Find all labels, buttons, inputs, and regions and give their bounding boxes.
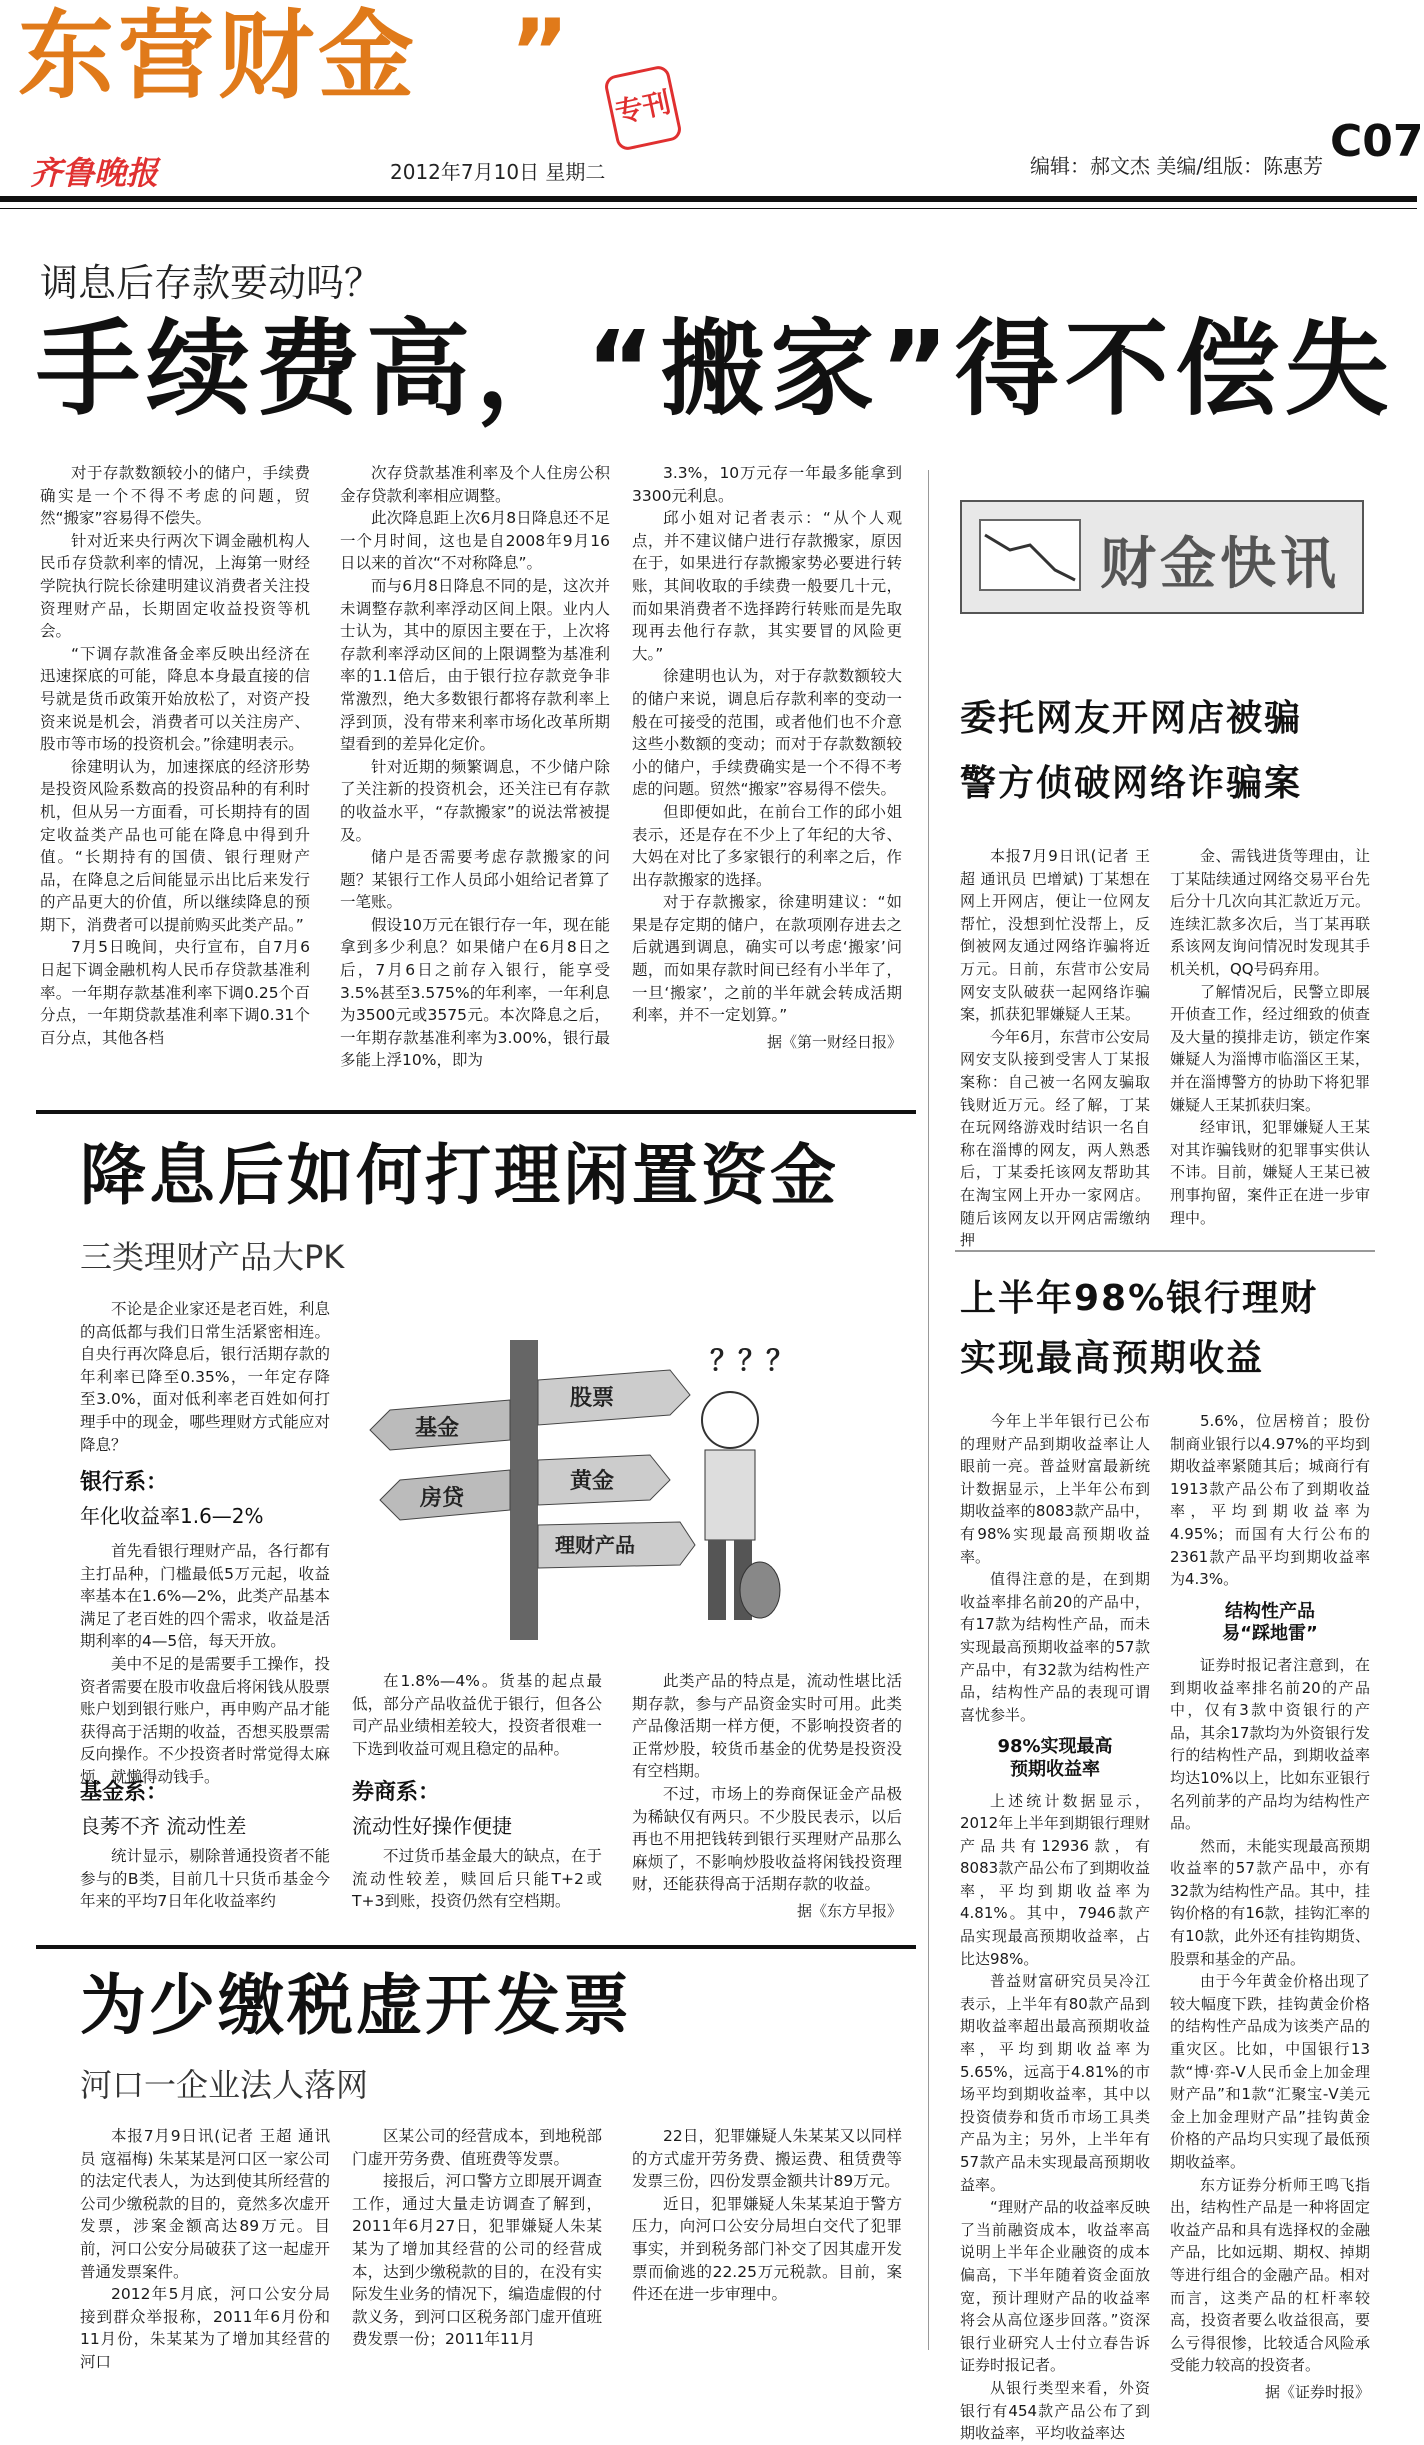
news2-subhead-1: 98%实现最高 (997, 1736, 1113, 1758)
article3-headline: 为少缴税虚开发票 (80, 1967, 632, 2044)
article1-column-3 (632, 462, 902, 1053)
sign-label-wealth: 理财产品 (555, 1533, 635, 1557)
paragraph: “理财产品的收益率反映了当前融资成本，收益率高说明上半年企业融资的成本偏高，下半年随着资金面放宽，预计理财产品的收益率将会从高位逐步回落。”资深银行业研究人士付立春告诉证券时报记者。 (960, 2198, 1150, 2375)
column-divider (928, 470, 929, 2350)
paragraph: 统计显示，剔除普通投资者不能参与的B类，目前几十只货币基金今年来的平均7日年化收益率约 (80, 1847, 330, 1911)
paragraph: 徐建明也认为，对于存款数额较大的储户来说，调息后存款利率的变动一般在可接受的范围，或者他们也不介意这些小数额的变动；而对于存款数额较小的储户，手续费确实是一个不得不考虑的问题。贸然“搬家”容易得不偿失。 (632, 667, 902, 799)
sidebar-divider (955, 1250, 1375, 1252)
person-body (705, 1450, 755, 1540)
masthead-quote-mark: ” (510, 0, 570, 105)
paragraph: 此类产品的特点是，流动性堪比活期存款，参与产品资金实时可用。此类产品像活期一样方便，不影响投资者的正常炒股，较货币基金的优势是投资没有空档期。 (632, 1672, 902, 1781)
news-brief-title: 财金快讯 (1100, 532, 1340, 597)
paragraph: 徐建明认为，加速探底的经济形势是投资风险系数高的投资品种的有利时机，但从另一方面看，可长期持有的固定收益类产品也可能在降息中得到升值。“长期持有的国债、银行理财产品，在降息之后间能显示出比后来发行的产品更大的价值，所以继续降息的预期下，消费者可以提前购买此类产品。” (40, 757, 310, 934)
paragraph: 区某公司的经营成本，到地税部门虚开劳务费、值班费等发票。 (352, 2127, 602, 2168)
fund-section-label: 基金系： (80, 1780, 169, 1805)
article3-column-1 (80, 2125, 330, 2374)
question-marks: ？？？ (710, 1344, 795, 1377)
paragraph: 22日，犯罪嫌疑人朱某某又以同样的方式虚开劳务费、搬运费、租赁费等发票三份，四份发票金额共计89万元。 (632, 2127, 902, 2191)
paragraph: 针对近来央行两次下调金融机构人民币存贷款利率的情况，上海第一财经学院执行院长徐建明建议消费者关注投资理财产品，长期固定收益投资等机会。 (40, 531, 310, 641)
paragraph: 假设10万元在银行存一年，现在能拿到多少利息？如果储户在6月8日之后，7月6日之前存入银行，能享受3.5%甚至3.575%的年利率，一年利息为3500元或3575元。本次降息之后，一年期存款基准利率为3.00%，银行最多能上浮10%，即为 (340, 915, 610, 1070)
article2-headline: 降息后如何打理闲置资金 (80, 1137, 839, 1214)
sign-label-housing: 房贷 (420, 1486, 465, 1511)
money-bag-icon (740, 1562, 780, 1618)
newspaper-logo: 齐鲁晚报 (30, 154, 159, 192)
paragraph: 金、需钱进货等理由，让丁某陆续通过网络交易平台先后分十几次向其汇款近万元。连续汇款多次后，当丁某再联系该网友询问情况时发现其手机关机，QQ号码弃用。 (1170, 847, 1370, 978)
paragraph: 不过，市场上的券商保证金产品极为稀缺仅有两只。不少股民表示，以后再也不用把钱转到银行买理财产品那么麻烦了，不影响炒股收益将闲钱投资理财，还能获得高于活期存款的收益。 (632, 1784, 902, 1894)
bank-section-text (80, 1540, 330, 1789)
paragraph: 东方证券分析师王鸣飞指出，结构性产品是一种将固定收益产品和具有选择权的金融产品，比如远期、期权、掉期等进行组合的金融产品。相对而言，这类产品的杠杆率较高，投资者要么收益很高，要么亏得很惨，比较适合风险承受能力较高的投资者。 (1170, 2175, 1370, 2375)
article3-column-3 (632, 2125, 902, 2306)
paragraph: 此次降息距上次6月8日降息还不足一个月时间，这也是自2008年9月16日以来的首次“不对称降息”。 (340, 509, 610, 573)
page-number: C07 (1330, 116, 1424, 167)
paragraph: 接报后，河口警方立即展开调查工作，通过大量走访调查了解到，2011年6月27日，犯罪嫌疑人朱某某为了增加其经营的公司的经营成本，达到少缴税款的目的，在没有实际发生业务的情况下，编造虚假的付款义务，到河口区税务部门虚开值班费发票一份；2011年11月 (352, 2172, 602, 2349)
paragraph: 美中不足的是需要手工操作，投资者需要在股市收盘后将闲钱从股票账户划到银行账户，再申购产品才能获得高于活期的收益，否想买股票需反向操作。不少投资者时常觉得太麻烦，就懒得动钱手。 (80, 1654, 330, 1786)
paragraph: 2012年5月底，河口公安分局接到群众举报称，2011年6月份和11月份，朱某某为了增加其经营的河口 (80, 2285, 330, 2371)
person-head (702, 1392, 758, 1448)
news2-column-1 (960, 1410, 1150, 2445)
publication-date: 2012年7月10日 星期二 (390, 160, 606, 184)
editor-credits: 编辑：郝文杰 美编/组版：陈惠芳 (1030, 154, 1324, 178)
paragraph: 对于存款数额较小的储户，手续费确实是一个不得不考虑的问题，贸然“搬家”容易得不偿失。 (40, 464, 310, 528)
paragraph: 普益财富研究员吴冷江表示，上半年有80款产品到期收益率超出最高预期收益率，平均到期收益率为5.65%，远高于4.81%的市场平均到期收益率，其中以投资债券和货币市场工具类产品为主；另外，上半年有57款产品未实现最高预期收益率。 (960, 1972, 1150, 2194)
trend-chart-icon (975, 515, 1085, 595)
paragraph: 邱小姐对记者表示：“从个人观点，并不建议储户进行存款搬家，原因在于，如果进行存款搬家势必要进行转账，其间收取的手续费一般要几十元，而如果消费者不选择跨行转账而是先取现再去他行存款，其实要冒的风险更大。” (632, 509, 902, 663)
person-leg (708, 1540, 726, 1620)
article2-mid-column (352, 1670, 602, 1760)
news2-column-2 (1170, 1410, 1370, 2404)
paragraph: 近日，犯罪嫌疑人朱某某迫于警方压力，向河口公安分局坦白交代了犯罪事实，并到税务部门补交了因其虚开发票而偷逃的22.25万元税款。目前，案件还在进一步审理中。 (632, 2194, 902, 2304)
article1-kicker: 调息后存款要动吗？ (40, 261, 383, 305)
bank-section-label: 银行系： (80, 1470, 169, 1495)
section-divider (36, 1945, 916, 1949)
article1-source: 据《第一财经日报》 (766, 1032, 902, 1051)
sign-label-gold: 黄金 (570, 1469, 615, 1494)
paragraph: 然而，未能实现最高预期收益率的57款产品中，亦有32款为结构性产品。其中，挂钩价格的有16款，挂钩汇率的有10款，此外还有挂钩期货、股票和基金的产品。 (1170, 1836, 1370, 1968)
masthead-rule (0, 196, 1417, 202)
paragraph: 首先看银行理财产品，各行都有主打品种，门槛最低5万元起，收益率基本在1.6%—2%，此类产品基本满足了老百姓的四个需求，收益是活期利率的4—5倍，每天开放。 (80, 1542, 330, 1651)
news2-subhead-2: 结构性产品 (1225, 1600, 1315, 1622)
fund-section-note: 良莠不齐 流动性差 (80, 1814, 247, 1838)
news1-column-1 (960, 845, 1150, 1252)
paragraph: “下调存款准备金率反映出经济在迅速探底的可能，降息本身最直接的信号就是货币政策开始放松了，对资产投资来说是机会，消费者可以关注房产、股市等市场的投资机会。”徐建明表示。 (40, 644, 310, 754)
article2-subhead: 三类理财产品大PK (80, 1238, 345, 1276)
paragraph: 上述统计数据显示，2012年上半年到期银行理财产品共有12936款，有8083款产品公布了到期收益率，平均到期收益率为4.81%。其中，7946款产品实现最高预期收益率，占比达98%。 (960, 1791, 1150, 1968)
paragraph: 由于今年黄金价格出现了较大幅度下跌，挂钩黄金价格的结构性产品成为该类产品的重灾区。比如，中国银行13款“博·弈-V人民币金上加金理财产品”和1款“汇聚宝-V美元金上加金理财产品”挂钩黄金价格的产品均只实现了最低预期收益率。 (1170, 1972, 1370, 2171)
paragraph: 从银行类型来看，外资银行有454款产品公布了到期收益率，平均收益率达 (960, 2378, 1150, 2443)
special-issue-stamp: 专刊 (603, 64, 683, 152)
masthead-rule-thin (0, 208, 1417, 209)
paragraph: 证券时报记者注意到，在到期收益率排名前20的产品中，仅有3款中资银行的产品，其余17款均为外资银行发行的结构性产品，到期收益率均达10%以上，比如东亚银行名列前茅的产品均为结构性产品。 (1170, 1655, 1370, 1833)
news2-source: 据《证券时报》 (1264, 2382, 1370, 2401)
news2-headline-line2: 实现最高预期收益 (960, 1338, 1265, 1379)
paragraph: 7月5日晚间，央行宣布，自7月6日起下调金融机构人民币存贷款基准利率。一年期存款基准利率下调0.25个百分点，一年期贷款基准利率下调0.31个百分点，其他各档 (40, 938, 310, 1047)
article3-subhead: 河口一企业法人落网 (80, 2066, 369, 2104)
paragraph: 了解情况后，民警立即展开侦查工作，经过细致的侦查及大量的摸排走访，锁定作案嫌疑人为淄博市临淄区王某，并在淄博警方的协助下将犯罪嫌疑人王某抓获归案。 (1170, 982, 1370, 1114)
paragraph: 次存贷款基准利率及个人住房公积金存贷款利率相应调整。 (340, 464, 610, 505)
paragraph: 5.6%，位居榜首；股份制商业银行以4.97%的平均到期收益率紧随其后；城商行有1913款产品公布了到期收益率，平均到期收益率为4.95%；而国有大行公布的2361款产品平均到期收益率为4.3%。 (1170, 1412, 1370, 1589)
paragraph: 本报7月9日讯(记者 王超 通讯员 巴增斌) 丁某想在网上开网店，便让一位网友帮忙，没想到忙没帮上，反倒被网友通过网络诈骗将近万元。日前，东营市公安局网安支队破获一起网络诈骗案，抓获犯罪嫌疑人王某。 (960, 847, 1150, 1024)
paragraph: 今年上半年银行已公布的理财产品到期收益率让人眼前一亮。普益财富最新统计数据显示，上半年公布到期收益率的8083款产品中，有98%实现最高预期收益率。 (960, 1412, 1150, 1566)
paragraph: 本报7月9日讯(记者 王超 通讯员 寇福梅) 朱某某是河口区一家公司的法定代表人，为达到使其所经营的公司少缴税款的目的，竟然多次虚开发票，涉案金额高达89万元。目前，河口公安分局破获了这一起虚开普通发票案件。 (80, 2127, 330, 2281)
paragraph: 经审讯，犯罪嫌疑人王某对其诈骗钱财的犯罪事实供认不讳。目前，嫌疑人王某已被刑事拘留，案件正在进一步审理中。 (1170, 1118, 1370, 1227)
paragraph: 而与6月8日降息不同的是，这次并未调整存款利率浮动区间上限。业内人士认为，其中的原因主要在于，上次将存款利率浮动区间的上限调整为基准利率的1.1倍后，由于银行拉存款竞争非常激烈，绝大多数银行都将存款利率上浮到顶，没有带来利率市场化改革所期望看到的差异化定价。 (340, 576, 610, 754)
article1-column-1 (40, 462, 310, 1049)
paragraph: 不论是企业家还是老百姓，利息的高低都与我们日常生活紧密相连。自央行再次降息后，银行活期存款的年利率已降至0.35%，一年定存降至3.0%，面对低利率老百姓如何打理手中的现金，哪些理财方式能应对降息？ (80, 1300, 330, 1454)
paragraph: 今年6月，东营市公安局网安支队接到受害人丁某报案称：自己被一名网友骗取钱财近万元。经了解，丁某在玩网络游戏时结识一名自称在淄博的网友，两人熟悉后，丁某委托该网友帮助其在淘宝网上开办一家网店。随后该网友以开网店需缴纳押 (960, 1027, 1150, 1250)
paragraph: 针对近期的频繁调息，不少储户除了关注新的投资机会，还关注已有存款的收益水平，“存款搬家”的说法常被提及。 (340, 757, 610, 844)
article2-right-column (632, 1670, 902, 1923)
news1-headline-line1: 委托网友开网店被骗 (960, 698, 1303, 739)
signpost-illustration (360, 1300, 795, 1640)
section-divider (36, 1110, 916, 1114)
article3-column-2 (352, 2125, 602, 2351)
news1-headline-line2: 警方侦破网络诈骗案 (960, 763, 1303, 804)
paragraph: 值得注意的是，在到期收益率排名前20的产品中，有17款为结构性产品，而未实现最高预期收益率的57款产品中，有32款为结构性产品，结构性产品的表现可谓喜忧参半。 (960, 1570, 1150, 1724)
broker-section-text (352, 1845, 602, 1913)
news2-subhead-1b: 预期收益率 (1010, 1758, 1100, 1780)
news1-column-2 (1170, 845, 1370, 1229)
article1-column-2 (340, 462, 610, 1072)
masthead-title: 东营财金 (18, 0, 418, 112)
paragraph: 储户是否需要考虑存款搬家的问题？某银行工作人员邱小姐给记者算了一笔账。 (340, 848, 610, 912)
sign-label-stock: 股票 (570, 1386, 615, 1411)
broker-section-label: 券商系： (352, 1780, 441, 1805)
paragraph: 对于存款搬家，徐建明建议：“如果是存定期的储户，在款项刚存进去之后就遇到调息，确实可以考虑‘搬家’问题，而如果存款时间已经有小半年了，一旦‘搬家’，之前的半年就会转成活期利率，并不一定划算。” (632, 893, 902, 1025)
fund-section-text (80, 1845, 330, 1913)
paragraph: 不过货币基金最大的缺点，在于流动性较差，赎回后只能T+2或T+3到账，投资仍然有空档期。 (352, 1847, 602, 1911)
paragraph: 在1.8%—4%。货基的起点最低，部分产品收益优于银行，但各公司产品业绩相差较大，投资者很难一下选到收益可观且稳定的品种。 (352, 1672, 602, 1758)
signpost-pole (510, 1340, 538, 1640)
broker-section-note: 流动性好操作便捷 (352, 1814, 512, 1838)
paragraph: 3.3%，10万元存一年最多能拿到3300元利息。 (632, 464, 902, 505)
bank-yield-rate: 年化收益率1.6—2% (80, 1504, 264, 1528)
article2-source: 据《东方早报》 (796, 1901, 902, 1920)
paragraph: 但即便如此，在前台工作的邱小姐表示，还是存在不少上了年纪的大爷、大妈在对比了多家银行的利率之后，作出存款搬家的选择。 (632, 802, 902, 889)
news2-subhead-2b: 易“踩地雷” (1222, 1623, 1318, 1645)
news2-headline-line1: 上半年98%银行理财 (960, 1278, 1319, 1319)
sign-label-fund: 基金 (415, 1416, 460, 1441)
article1-headline: 手续费高，“搬家”得不偿失 (36, 308, 1395, 430)
article2-intro (80, 1298, 330, 1456)
